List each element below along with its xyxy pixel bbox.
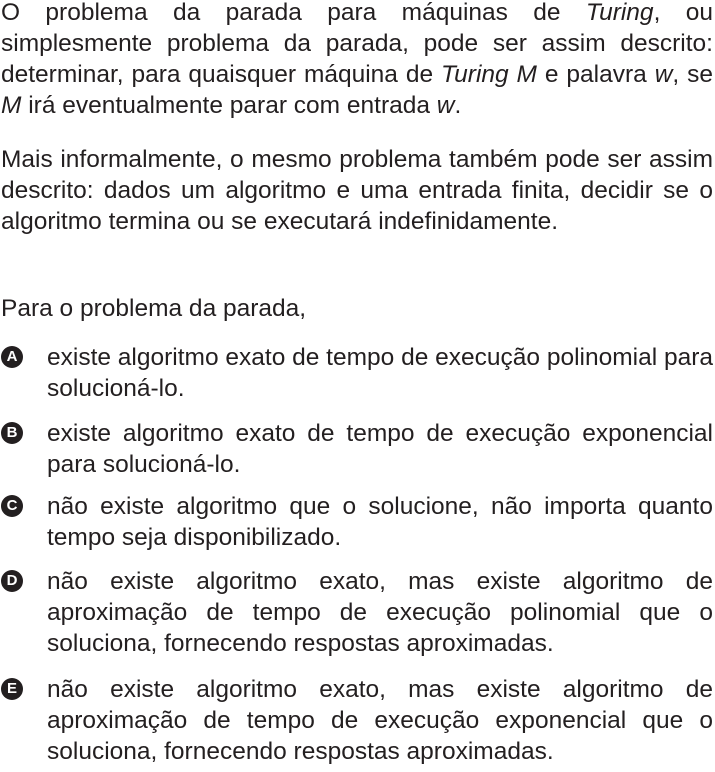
option-text: não existe algoritmo exato, mas existe algoritmo de aproximação de tempo de execução polinomial que o soluciona, fornecendo respostas aproximadas. (47, 568, 713, 657)
option-letter-badge: B (1, 422, 23, 444)
text-run: O problema da parada para máquinas de (1, 0, 586, 26)
option-text: existe algoritmo exato de tempo de execução polinomial para solucioná-lo. (47, 344, 713, 402)
informal-paragraph: Mais informalmente, o mesmo problema também pode ser assim descrito: dados um algoritmo e uma entrada finita, decidir se o algoritmo termina ou se executará indefinidamente. (1, 146, 713, 235)
text-run-italic: Turing M (441, 61, 537, 88)
option-letter-badge: A (1, 346, 23, 368)
option-b[interactable] (1, 418, 713, 480)
option-letter-badge: E (1, 678, 23, 700)
text-run-italic: M (1, 92, 22, 119)
text-run-italic: w (436, 92, 455, 119)
question-stem: Para o problema da parada, (1, 295, 307, 322)
intro-paragraph (1, 0, 713, 121)
option-d[interactable] (1, 566, 713, 659)
option-text: não existe algoritmo exato, mas existe algoritmo de aproximação de tempo de execução exponencial que o soluciona, fornecendo respostas aproximadas. (47, 676, 713, 765)
option-c[interactable] (1, 491, 713, 553)
text-run: irá eventualmente parar com entrada (21, 92, 437, 119)
text-run: e palavra (536, 61, 655, 88)
text-run-italic: w (654, 61, 673, 88)
option-a[interactable] (1, 342, 713, 404)
text-run: , se (672, 61, 714, 88)
option-letter-badge: D (1, 570, 23, 592)
option-letter-badge: C (1, 495, 23, 517)
text-run: . (454, 92, 462, 119)
option-text: não existe algoritmo que o solucione, não importa quanto tempo seja disponibilizado. (47, 493, 713, 551)
text-run-italic: Turing (585, 0, 654, 26)
option-e[interactable] (1, 674, 713, 767)
option-text: existe algoritmo exato de tempo de execução exponencial para solucioná-lo. (47, 420, 713, 478)
text-run: , ou simplesmente problema da parada, pode ser assim descrito: determinar, para quaisquer máquina de (1, 0, 713, 88)
